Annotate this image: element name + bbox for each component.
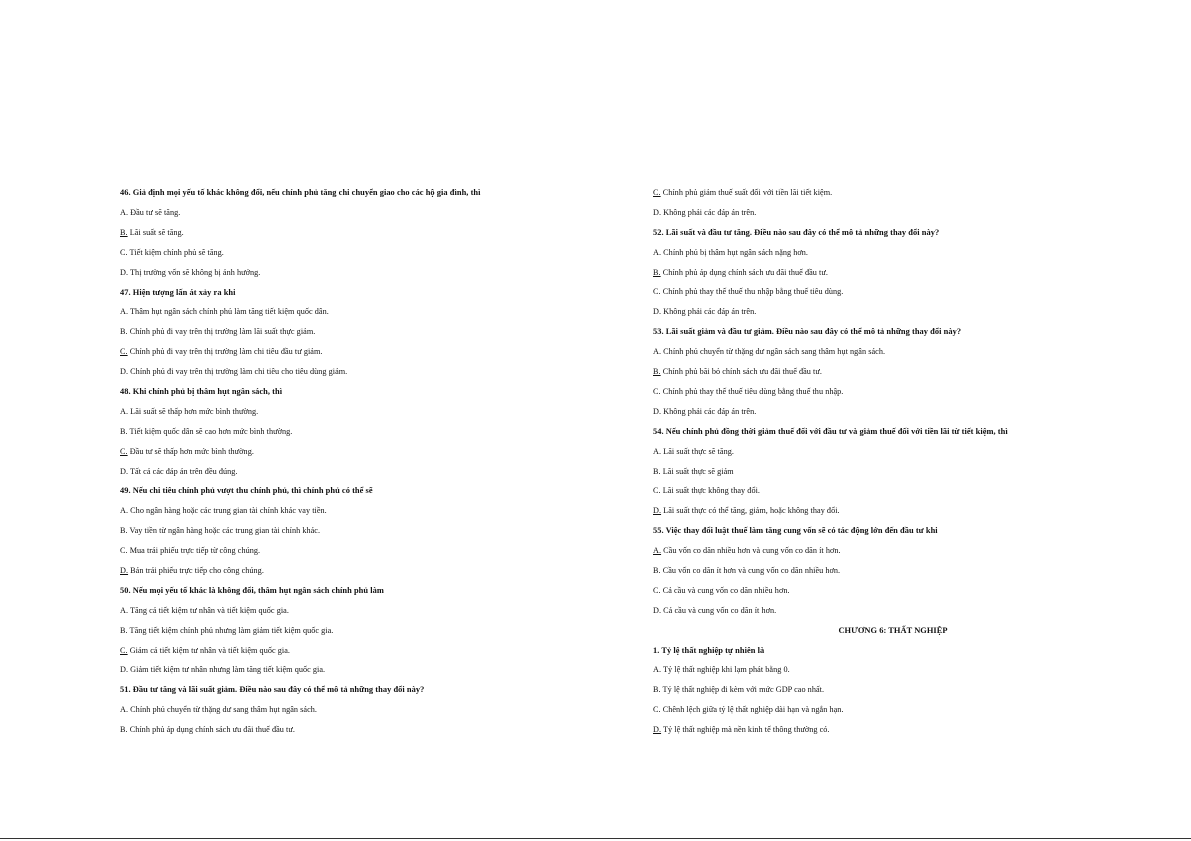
answer-option bbox=[120, 342, 570, 362]
option-letter: C. bbox=[653, 188, 661, 197]
option-text: Giảm tiết kiệm tư nhân nhưng làm tăng tiết kiệm quốc gia. bbox=[128, 665, 326, 675]
option-letter: D. bbox=[653, 307, 662, 317]
option-letter: A. bbox=[120, 506, 129, 516]
option-letter: D. bbox=[653, 207, 662, 217]
question-text: 53. Lãi suất giảm và đầu tư giảm. Điều nào sau đây có thể mô tả những thay đổi này? bbox=[653, 327, 962, 337]
option-text: Tất cả các đáp án trên đều đúng. bbox=[128, 466, 238, 476]
chapter-heading: CHƯƠNG 6: THẤT NGHIỆP bbox=[838, 625, 948, 635]
question-text: 54. Nếu chính phủ đồng thời giảm thuế đối với đầu tư và giảm thuế đối với tiền lãi từ tiết kiệm, thì bbox=[653, 426, 1008, 436]
option-text: Tăng cả tiết kiệm tư nhân và tiết kiệm quốc gia. bbox=[128, 605, 289, 615]
option-line bbox=[653, 700, 1093, 720]
option-text: Tỷ lệ thất nghiệp đi kèm với mức GDP cao nhất. bbox=[660, 685, 825, 695]
option-line bbox=[120, 362, 570, 382]
right-column bbox=[653, 183, 1093, 740]
answer-option bbox=[653, 720, 1093, 740]
option-letter: B. bbox=[120, 625, 128, 635]
option-text: Cho ngân hàng hoặc các trung gian tài chính khác vay tiền. bbox=[128, 506, 327, 516]
option-letter: D. bbox=[120, 367, 129, 377]
answer-option bbox=[120, 442, 570, 462]
option-line bbox=[120, 621, 570, 641]
option-letter: C. bbox=[120, 546, 128, 556]
option-text: Chính phủ chuyển từ thặng dư sang thâm hụt ngân sách. bbox=[128, 705, 318, 715]
option-letter: D. bbox=[120, 665, 129, 675]
option-text: Chính phủ đi vay trên thị trường làm chi tiêu cho tiêu dùng giảm. bbox=[128, 367, 348, 377]
option-letter: C. bbox=[653, 386, 661, 396]
option-letter: B. bbox=[653, 685, 661, 695]
option-line bbox=[653, 561, 1093, 581]
option-text: Cầu vốn co dãn ít hơn và cung vốn co dãn nhiều hơn. bbox=[660, 566, 841, 576]
option-letter: A. bbox=[653, 247, 662, 257]
option-line bbox=[653, 382, 1093, 402]
option-letter: C. bbox=[120, 446, 128, 456]
option-text: Vay tiền từ ngân hàng hoặc các trung gian tài chính khác. bbox=[127, 526, 321, 536]
option-letter: A. bbox=[120, 208, 129, 217]
option-text: Tỷ lệ thất nghiệp mà nền kinh tế thông thường có. bbox=[661, 725, 830, 735]
option-letter: D. bbox=[653, 725, 662, 735]
option-text: Lãi suất thực sẽ tăng. bbox=[661, 446, 734, 456]
left-column bbox=[120, 183, 570, 740]
answer-option bbox=[653, 501, 1093, 521]
option-text: Chính phủ giảm thuế suất đối với tiền lãi tiết kiệm. bbox=[660, 188, 833, 197]
option-letter: C. bbox=[120, 347, 128, 357]
option-letter: B. bbox=[653, 466, 661, 476]
option-line bbox=[120, 462, 570, 482]
question-text: 46. Giả định mọi yếu tố khác không đổi, nếu chính phủ tăng chi chuyển giao cho các hộ gia đình, thì bbox=[120, 188, 481, 197]
option-letter: D. bbox=[120, 566, 129, 576]
option-text: Cả cầu và cung vốn co dãn ít hơn. bbox=[661, 605, 777, 615]
option-letter: C. bbox=[653, 287, 661, 297]
option-letter: C. bbox=[120, 645, 128, 655]
option-line bbox=[120, 521, 570, 541]
option-text: Tỷ lệ thất nghiệp khi lạm phát bằng 0. bbox=[661, 665, 790, 675]
answer-option bbox=[653, 362, 1093, 382]
option-letter: C. bbox=[653, 486, 661, 496]
option-text: Lãi suất thực sẽ giảm bbox=[660, 466, 734, 476]
question-text: 50. Nếu mọi yếu tố khác là không đổi, thâm hụt ngân sách chính phủ làm bbox=[120, 585, 384, 595]
option-letter: C. bbox=[653, 585, 661, 595]
option-text: Chênh lệch giữa tỷ lệ thất nghiệp dài hạn và ngắn hạn. bbox=[660, 705, 844, 715]
option-text: Đầu tư sẽ tăng. bbox=[128, 208, 181, 217]
option-letter: A. bbox=[653, 446, 662, 456]
option-letter: B. bbox=[653, 267, 661, 277]
option-line bbox=[120, 402, 570, 422]
option-text: Tiết kiệm quốc dân sẽ cao hơn mức bình thường. bbox=[127, 426, 293, 436]
option-text: Lãi suất sẽ tăng. bbox=[127, 227, 184, 237]
question-text: 49. Nếu chi tiêu chính phủ vượt thu chính phủ, thì chính phủ có thể sẽ bbox=[120, 486, 373, 496]
question-text: 48. Khi chính phủ bị thâm hụt ngân sách, thì bbox=[120, 387, 283, 397]
option-line bbox=[653, 462, 1093, 482]
option-line bbox=[653, 581, 1093, 601]
option-letter: B. bbox=[653, 367, 661, 377]
option-line bbox=[120, 422, 570, 442]
option-letter: D. bbox=[653, 506, 662, 516]
option-line bbox=[653, 680, 1093, 700]
option-text: Thị trường vốn sẽ không bị ảnh hưởng. bbox=[128, 267, 261, 277]
option-text: Chính phủ đi vay trên thị trường làm lãi suất thực giảm. bbox=[127, 327, 316, 337]
option-letter: A. bbox=[653, 546, 662, 556]
option-text: Mua trái phiếu trực tiếp từ công chúng. bbox=[127, 546, 261, 556]
option-letter: B. bbox=[120, 725, 128, 735]
option-line bbox=[120, 660, 570, 680]
option-line bbox=[120, 263, 570, 283]
answer-option bbox=[120, 641, 570, 661]
answer-option bbox=[120, 223, 570, 243]
option-text: Không phải các đáp án trên. bbox=[661, 406, 757, 416]
option-letter: A. bbox=[653, 347, 662, 357]
option-line bbox=[120, 302, 570, 322]
option-letter: A. bbox=[120, 406, 129, 416]
option-line bbox=[120, 501, 570, 521]
option-text: Lãi suất thực có thể tăng, giảm, hoặc không thay đổi. bbox=[661, 506, 840, 516]
option-letter: B. bbox=[120, 526, 128, 536]
option-text: Chính phủ chuyển từ thặng dư ngân sách sang thâm hụt ngân sách. bbox=[661, 347, 886, 357]
option-text: Chính phủ bãi bỏ chính sách ưu đãi thuế đầu tư. bbox=[660, 367, 822, 377]
option-text: Thâm hụt ngân sách chính phủ làm tăng tiết kiệm quốc dân. bbox=[128, 307, 329, 317]
answer-option bbox=[120, 561, 570, 581]
option-text: Chính phủ áp dụng chính sách ưu đãi thuế đầu tư. bbox=[127, 725, 295, 735]
question-text: 51. Đầu tư tăng và lãi suất giảm. Điều nào sau đây có thể mô tả những thay đổi này? bbox=[120, 685, 425, 695]
page-bottom-rule bbox=[0, 838, 1191, 839]
option-letter: B. bbox=[120, 426, 128, 436]
option-line bbox=[653, 481, 1093, 501]
option-letter: B. bbox=[120, 327, 128, 337]
option-text: Chính phủ đi vay trên thị trường làm chi tiêu đầu tư giảm. bbox=[127, 347, 323, 357]
option-line bbox=[120, 700, 570, 720]
option-text: Chính phủ thay thế thuế thu nhập bằng thuế tiêu dùng. bbox=[660, 287, 844, 297]
question-text: 55. Việc thay đổi luật thuế làm tăng cung vốn sẽ có tác động lớn đến đầu tư khi bbox=[653, 526, 938, 536]
option-letter: D. bbox=[653, 605, 662, 615]
option-letter: A. bbox=[120, 705, 129, 715]
option-line bbox=[120, 601, 570, 621]
option-letter: A. bbox=[120, 307, 129, 317]
answer-option bbox=[653, 183, 1093, 203]
option-letter: D. bbox=[120, 466, 129, 476]
option-text: Đầu tư sẽ thấp hơn mức bình thường. bbox=[127, 446, 254, 456]
option-line bbox=[653, 402, 1093, 422]
option-line bbox=[653, 442, 1093, 462]
option-text: Lãi suất sẽ thấp hơn mức bình thường. bbox=[128, 406, 259, 416]
option-text: Lãi suất thực không thay đổi. bbox=[660, 486, 761, 496]
option-line bbox=[653, 660, 1093, 680]
option-line bbox=[120, 243, 570, 263]
option-letter: C. bbox=[653, 705, 661, 715]
option-letter: A. bbox=[653, 665, 662, 675]
option-text: Tăng tiết kiệm chính phủ nhưng làm giảm tiết kiệm quốc gia. bbox=[127, 625, 334, 635]
question-text: 1. Tỷ lệ thất nghiệp tự nhiên là bbox=[653, 645, 765, 655]
option-line bbox=[120, 720, 570, 740]
option-line bbox=[120, 203, 570, 223]
option-text: Cầu vốn co dãn nhiều hơn và cung vốn co dãn ít hơn. bbox=[661, 546, 841, 556]
question-text: 52. Lãi suất và đầu tư tăng. Điều nào sau đây có thể mô tả những thay đổi này? bbox=[653, 227, 940, 237]
option-line bbox=[653, 282, 1093, 302]
option-text: Chính phủ áp dụng chính sách ưu đãi thuế đầu tư. bbox=[660, 267, 828, 277]
option-letter: D. bbox=[120, 267, 129, 277]
option-line bbox=[653, 203, 1093, 223]
option-text: Không phải các đáp án trên. bbox=[661, 207, 757, 217]
option-text: Cả cầu và cung vốn co dãn nhiều hơn. bbox=[660, 585, 790, 595]
option-text: Giảm cả tiết kiệm tư nhân và tiết kiệm quốc gia. bbox=[127, 645, 291, 655]
option-letter: C. bbox=[120, 247, 128, 257]
option-text: Bán trái phiếu trực tiếp cho công chúng. bbox=[128, 566, 264, 576]
option-line bbox=[653, 243, 1093, 263]
option-letter: B. bbox=[120, 227, 128, 237]
option-text: Chính phủ thay thế thuế tiêu dùng bằng thuế thu nhập. bbox=[660, 386, 844, 396]
option-text: Chính phủ bị thâm hụt ngân sách nặng hơn. bbox=[661, 247, 809, 257]
option-letter: D. bbox=[653, 406, 662, 416]
option-line bbox=[653, 601, 1093, 621]
option-line bbox=[653, 302, 1093, 322]
option-text: Tiết kiệm chính phủ sẽ tăng. bbox=[127, 247, 224, 257]
answer-option bbox=[653, 263, 1093, 283]
option-text: Không phải các đáp án trên. bbox=[661, 307, 757, 317]
question-text: 47. Hiện tượng lấn át xảy ra khi bbox=[120, 287, 236, 297]
option-letter: A. bbox=[120, 605, 129, 615]
option-line bbox=[120, 322, 570, 342]
option-letter: B. bbox=[653, 566, 661, 576]
option-line bbox=[120, 541, 570, 561]
answer-option bbox=[653, 541, 1093, 561]
option-line bbox=[653, 342, 1093, 362]
